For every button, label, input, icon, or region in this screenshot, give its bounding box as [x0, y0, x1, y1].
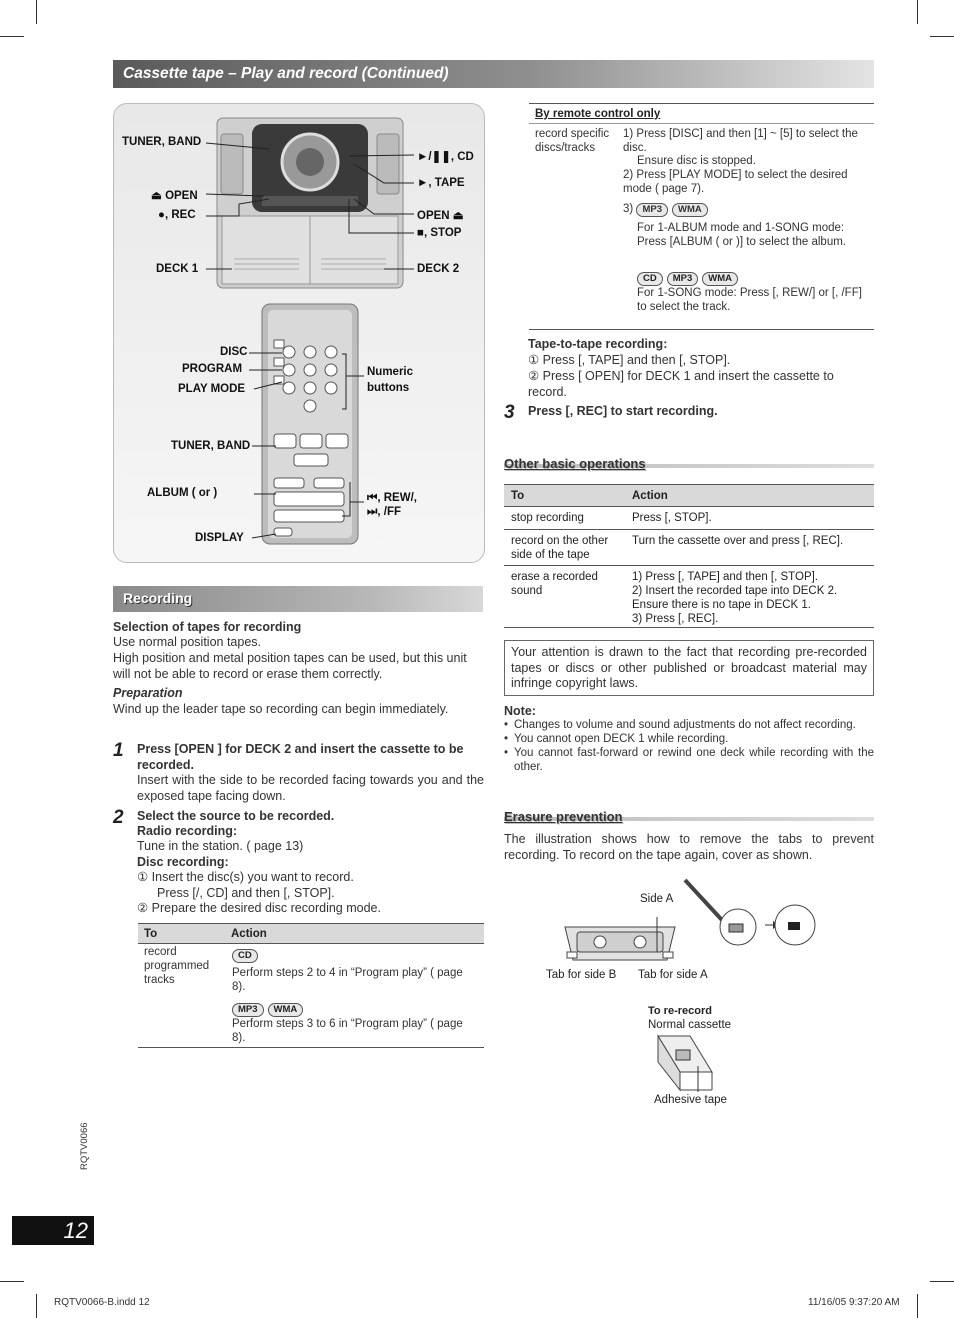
page-code: RQTV0066: [79, 1122, 90, 1170]
erasure-text: The illustration shows how to remove the tabs to prevent recording. To record on the tape again, cover as shown.: [504, 832, 874, 862]
disc-step-1b: Press [/, CD] and then [, STOP].: [157, 886, 335, 900]
crop-mark: [36, 1294, 37, 1318]
label-side-a: Side A: [640, 893, 674, 905]
other-ops-title: Other basic operations: [504, 456, 646, 471]
ops-table-bottom-rule: [504, 627, 874, 628]
selection-title: Selection of tapes for recording: [113, 620, 302, 634]
remote-table-title: By remote control only: [535, 108, 661, 120]
label-tab-side-b: Tab for side B: [546, 969, 617, 981]
remote-table-bottom-rule: [529, 329, 874, 330]
label-deck2: DECK 2: [417, 263, 460, 275]
step-3-number: 3: [504, 402, 515, 423]
remote-table-top-rule: [529, 103, 874, 104]
crop-mark: [930, 36, 954, 37]
label-album: ALBUM ( or ): [147, 487, 218, 499]
note-item: • You cannot open DECK 1 while recording.: [504, 733, 729, 745]
disc-step-1: ① Insert the disc(s) you want to record.: [137, 870, 354, 884]
rerecord-subtitle: Normal cassette: [648, 1019, 732, 1031]
step-2-instruction: Select the source to be recorded.: [137, 809, 335, 823]
crop-mark: [36, 0, 37, 24]
remote-action-1: 1) Press [DISC] and then [1] ~ [5] to select the disc.: [623, 128, 858, 154]
crop-mark: [0, 36, 24, 37]
ops-table-header: [504, 484, 874, 507]
ops-row-3-action: 1) Press [, TAPE] and then [, STOP]. 2) Insert the recorded tape into DECK 2. Ensure there is no tape in DECK 1. 3) Press [, REC].: [632, 571, 838, 625]
label-open-deck2: OPEN ⏏: [417, 210, 464, 222]
label-deck1: DECK 1: [156, 263, 199, 275]
label-play-tape: ►, TAPE: [417, 177, 465, 189]
remote-action-2: 2) Press [PLAY MODE] to select the desired mode ( page 7).: [623, 169, 848, 195]
label-numeric: Numeric: [367, 366, 414, 378]
preparation-title: Preparation: [113, 686, 183, 700]
label-play-pause-cd: ►/❚❚, CD: [417, 151, 474, 163]
footer-file: RQTV0066-B.indd 12: [54, 1297, 150, 1308]
tape-to-tape-step-1: ① Press [, TAPE] and then [, STOP].: [528, 353, 731, 367]
remote-action-4-badges: CD MP3 WMA: [637, 271, 742, 286]
copyright-notice-box: [504, 640, 874, 696]
rec-table-action-1: Perform steps 2 to 4 in “Program play” ( page 8).: [232, 967, 463, 993]
selection-text-2: High position and metal position tapes can be used, but this unit will not be able to record or erase them correctly.: [113, 651, 467, 681]
remote-action-3: 3) MP3 WMA: [623, 202, 712, 217]
tape-to-tape-step-2: ② Press [ OPEN] for DECK 1 and insert the cassette to record.: [528, 369, 834, 399]
label-stop: ■, STOP: [417, 227, 462, 239]
label-play-mode: PLAY MODE: [178, 383, 246, 395]
note-title: Note:: [504, 704, 536, 718]
ops-row-rule: [504, 565, 874, 566]
step-1-detail: Insert with the side to be recorded facing towards you and the exposed tape facing down.: [137, 773, 484, 803]
selection-text-1: Use normal position tapes.: [113, 635, 261, 649]
label-program: PROGRAM: [182, 363, 243, 375]
ops-head-action: Action: [632, 490, 668, 502]
ops-row-2-to: record on the other side of the tape: [511, 535, 609, 561]
rec-table-badge-cd: CD: [232, 948, 262, 963]
page-title: Cassette tape – Play and record (Continued): [123, 65, 449, 82]
page-number-box: [12, 1216, 94, 1245]
rec-table-head-to: To: [144, 928, 158, 940]
remote-action-4-text: For 1-SONG mode: Press [, REW/] or [, /FF] to select the track.: [637, 287, 862, 313]
note-item: • Changes to volume and sound adjustments do not affect recording.: [504, 719, 856, 731]
label-open-deck1: ⏏ OPEN: [151, 190, 198, 202]
ops-row-1-to: stop recording: [511, 512, 584, 524]
crop-mark: [930, 1281, 954, 1282]
ops-row-3-to: erase a recorded sound: [511, 571, 598, 597]
ops-row-rule: [504, 529, 874, 530]
label-tuner-band: TUNER, BAND: [122, 136, 202, 148]
cassette-tab-drawing: [555, 872, 825, 972]
rerecord-title: To re-record: [648, 1005, 712, 1017]
tape-to-tape-title: Tape-to-tape recording:: [528, 337, 668, 351]
rec-table-header: [138, 923, 484, 944]
remote-table-head-rule: [529, 123, 874, 124]
label-remote-tuner-band: TUNER, BAND: [171, 440, 251, 452]
note-list: [504, 718, 874, 774]
note-item: • You cannot fast-forward or rewind one deck while recording with the other.: [504, 747, 874, 773]
step-3-instruction: Press [, REC] to start recording.: [528, 404, 718, 418]
preparation-text: Wind up the leader tape so recording can begin immediately.: [113, 702, 449, 716]
label-rec: ●, REC: [158, 209, 196, 221]
crop-mark: [0, 1281, 24, 1282]
disc-step-2: ② Prepare the desired disc recording mode.: [137, 901, 381, 915]
radio-recording-text: Tune in the station. ( page 13): [137, 839, 304, 853]
rec-table-bottom-rule: [138, 1047, 484, 1048]
rec-table-row-to: record programmed tracks: [144, 946, 210, 986]
step-1-number: 1: [113, 740, 124, 761]
ops-row-1-action: Press [, STOP].: [632, 512, 712, 524]
disc-recording-title: Disc recording:: [137, 855, 229, 869]
label-display: DISPLAY: [195, 532, 244, 544]
rec-table-action-2: Perform steps 3 to 6 in “Program play” ( page 8).: [232, 1018, 463, 1044]
label-rew: ⏮, REW/,: [367, 492, 417, 504]
label-ff: ⏭, /FF: [367, 506, 401, 518]
remote-action-1b: Ensure disc is stopped.: [637, 155, 756, 167]
crop-mark: [917, 0, 918, 24]
rec-table-head-action: Action: [231, 928, 267, 940]
radio-recording-title: Radio recording:: [137, 824, 238, 838]
label-tab-side-a: Tab for side A: [638, 969, 708, 981]
step-1-instruction: Press [OPEN ] for DECK 2 and insert the cassette to be recorded.: [137, 742, 464, 772]
label-adhesive-tape: Adhesive tape: [654, 1094, 727, 1106]
label-disc: DISC: [220, 346, 248, 358]
erasure-title: Erasure prevention: [504, 809, 623, 824]
crop-mark: [917, 1294, 918, 1318]
remote-action-3-text: For 1-ALBUM mode and 1-SONG mode: Press [ALBUM ( or )] to select the album.: [637, 222, 846, 248]
page-header: [113, 60, 874, 88]
label-buttons: buttons: [367, 382, 410, 394]
rec-table-badges-mp3-wma: MP3 WMA: [232, 1002, 307, 1017]
footer-date: 11/16/05 9:37:20 AM: [808, 1297, 900, 1308]
page-number: 12: [63, 1218, 88, 1243]
device-illustration: [113, 103, 485, 563]
remote-table-row-to: record specific discs/tracks: [535, 128, 610, 154]
copyright-notice: Your attention is drawn to the fact that recording pre-recorded tapes or discs or other published or broadcast material may infringe copyright laws.: [511, 645, 867, 690]
ops-row-2-action: Turn the cassette over and press [, REC].: [632, 535, 844, 547]
adhesive-tape-drawing: [650, 1032, 720, 1094]
step-2-number: 2: [113, 807, 124, 828]
recording-title: Recording: [123, 590, 193, 606]
ops-head-to: To: [511, 490, 525, 502]
